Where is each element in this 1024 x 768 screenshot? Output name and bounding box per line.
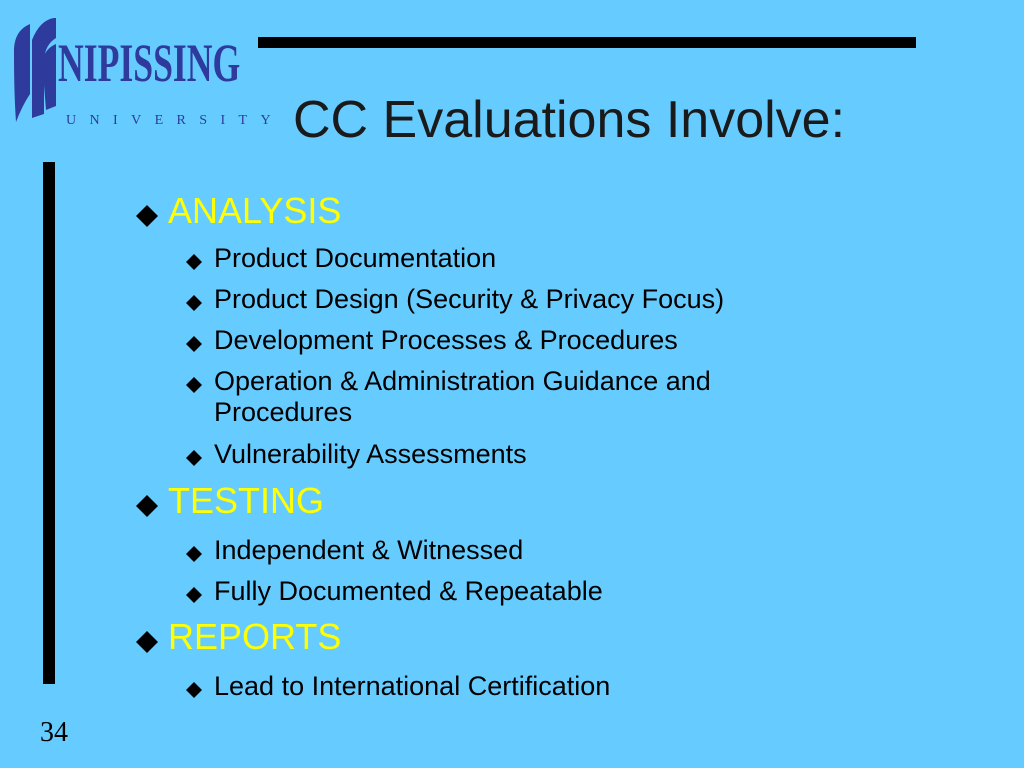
diamond-bullet-icon xyxy=(185,586,203,604)
diamond-bullet-icon xyxy=(185,335,203,353)
sub-bullet-label: Product Design (Security & Privacy Focus) xyxy=(214,284,725,314)
bullet-label: ANALYSIS xyxy=(168,190,342,231)
sub-bullet-label: Vulnerability Assessments xyxy=(214,439,527,469)
side-divider xyxy=(43,162,55,684)
slide-title: CC Evaluations Involve: xyxy=(293,91,846,149)
diamond-bullet-icon xyxy=(185,449,203,467)
sub-bullet-label: Independent & Witnessed xyxy=(214,535,524,565)
sub-bullet-label: Product Documentation xyxy=(214,243,497,273)
logo-emblem-icon xyxy=(12,14,62,126)
slide-number: 34 xyxy=(40,717,68,748)
diamond-bullet-icon xyxy=(185,545,203,563)
diamond-bullet-icon xyxy=(135,204,159,228)
sub-bullet-label: Lead to International Certification xyxy=(214,671,611,701)
nipissing-university-logo xyxy=(12,14,284,128)
diamond-bullet-icon xyxy=(185,253,203,271)
diamond-bullet-icon xyxy=(135,494,159,518)
diamond-bullet-icon xyxy=(135,630,159,654)
bullet-label: TESTING xyxy=(168,480,325,521)
sub-bullet-label: Procedures xyxy=(214,397,353,427)
sub-bullet-label: Operation & Administration Guidance and xyxy=(214,366,711,396)
sub-bullet-label: Development Processes & Procedures xyxy=(214,325,678,355)
logo-subtitle: UNIVERSITY xyxy=(66,113,284,128)
diamond-bullet-icon xyxy=(185,376,203,394)
sub-bullet-label: Fully Documented & Repeatable xyxy=(214,576,603,606)
diamond-bullet-icon xyxy=(185,681,203,699)
top-divider xyxy=(258,37,916,48)
diamond-bullet-icon xyxy=(185,294,203,312)
logo-name: NIPISSING xyxy=(58,33,241,93)
bullet-label: REPORTS xyxy=(168,616,342,657)
